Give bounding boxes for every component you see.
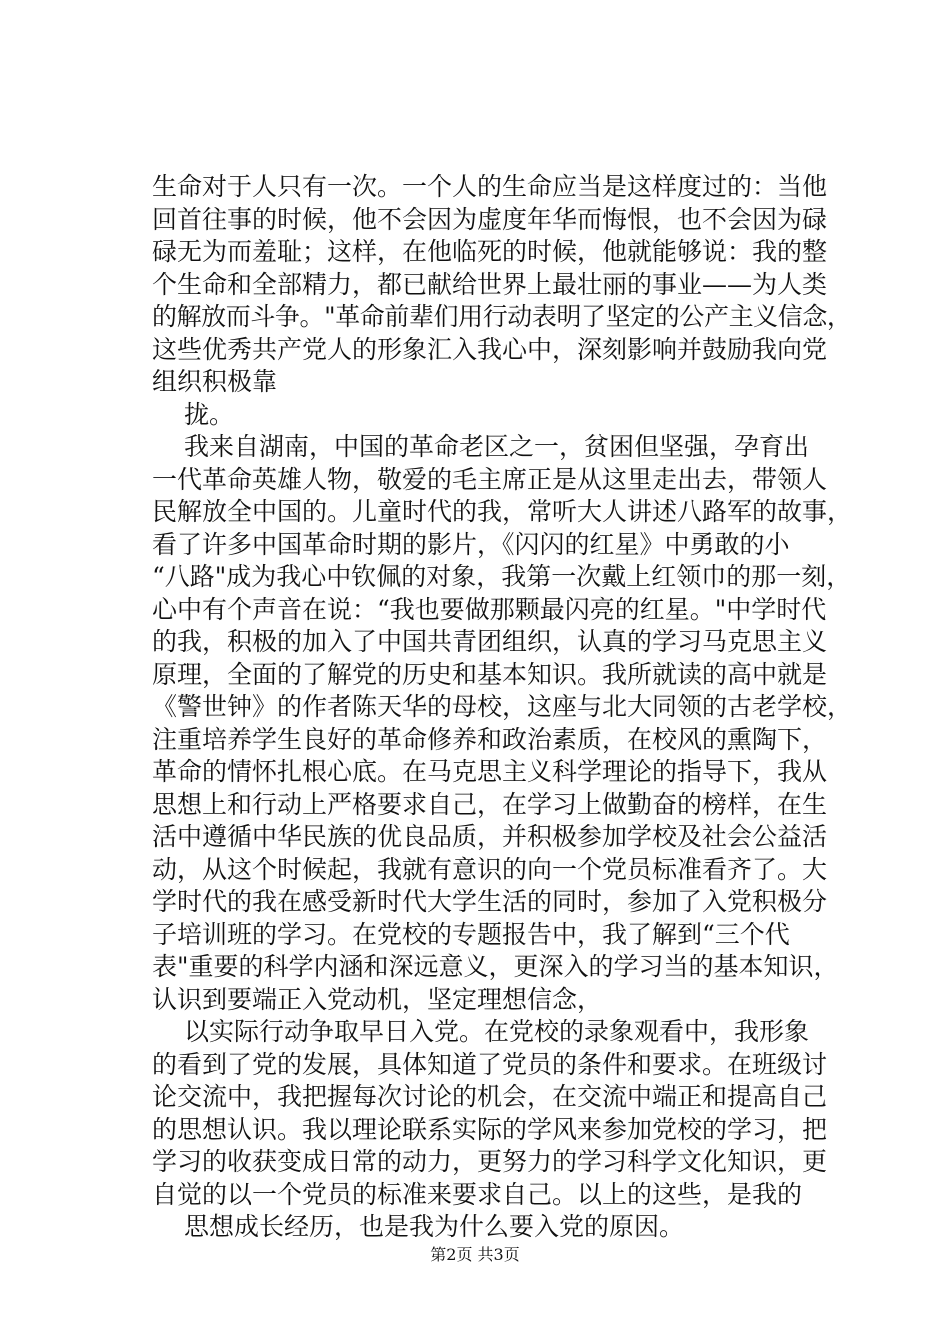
text-line: 民解放全中国的。儿童时代的我，常听大人讲述八路军的故事， (152, 497, 853, 526)
text-line: 的看到了党的发展，具体知道了党员的条件和要求。在班级讨 (152, 1049, 828, 1079)
text-line: 学习的收获变成日常的动力，更努力的学习科学文化知识，更 (152, 1147, 828, 1176)
text-line: 动，从这个时候起，我就有意识的向一个党员标准看齐了。大 (152, 854, 828, 884)
text-line: 生命对于人只有一次。一个人的生命应当是这样度过的：当他 (152, 172, 828, 201)
text-line: 表"重要的科学内涵和深远意义，更深入的学习当的基本知识， (152, 952, 839, 981)
text-line: 一代革命英雄人物，敬爱的毛主席正是从这里走出去，带领人 (152, 464, 828, 494)
text-line: 回首往事的时候，他不会因为虚度年华而悔恨，也不会因为碌 (152, 204, 828, 234)
text-line: 的解放而斗争。"革命前辈们用行动表明了坚定的公产主义信念， (152, 302, 852, 331)
text-line: 子培训班的学习。在党校的专题报告中，我了解到“三个代 (152, 919, 790, 949)
text-line: 认识到要端正入党动机，坚定理想信念， (152, 984, 603, 1014)
text-line: 学时代的我在感受新时代大学生活的同时，参加了入党积极分 (152, 887, 828, 916)
text-line: 看了许多中国革命时期的影片，《闪闪的红星》中勇敢的小 (152, 529, 790, 559)
text-line: 心中有个声音在说：“我也要做那颗最闪亮的红星。"中学时代 (152, 594, 827, 624)
text-line: 革命的情怀扎根心底。在马克思主义科学理论的指导下，我从 (152, 757, 828, 786)
text-line: 思想上和行动上严格要求自己，在学习上做勤奋的榜样，在生 (152, 789, 828, 819)
text-line: 组织积极靠 (152, 367, 278, 396)
text-line: “八路"成为我心中钦佩的对象，我第一次戴上红领巾的那一刻， (152, 562, 852, 591)
text-line: 的思想认识。我以理论联系实际的学风来参加党校的学习，把 (152, 1114, 828, 1144)
document-body (152, 171, 852, 1244)
page-footer: 第2页 共3页 (430, 1245, 520, 1264)
text-line: 原理，全面的了解党的历史和基本知识。我所就读的高中就是 (152, 659, 828, 689)
text-line: 论交流中，我把握每次讨论的机会，在交流中端正和提高自己 (152, 1082, 828, 1111)
text-line: 个生命和全部精力，都已献给世界上最壮丽的事业——为人类 (152, 269, 828, 299)
text-line: 《警世钟》的作者陈天华的母校，这座与北大同领的古老学校， (152, 692, 853, 721)
text-line: 注重培养学生良好的革命修养和政治素质，在校风的熏陶下， (152, 724, 828, 754)
text-line: 活中遵循中华民族的优良品质，并积极参加学校及社会公益活 (152, 822, 828, 851)
text-line: 自觉的以一个党员的标准来要求自己。以上的这些，是我的 (152, 1179, 803, 1209)
text-line: 以实际行动争取早日入党。在党校的录象观看中，我形象 (184, 1017, 810, 1046)
text-line: 思想成长经历，也是我为什么要入党的原因。 (184, 1212, 685, 1241)
text-line: 拢。 (184, 399, 235, 429)
text-line: 的我，积极的加入了中国共青团组织，认真的学习马克思主义 (152, 627, 828, 656)
text-line: 这些优秀共产党人的形象汇入我心中，深刻影响并鼓励我向党 (152, 334, 828, 364)
text-line: 碌无为而羞耻；这样，在他临死的时候，他就能够说：我的整 (152, 237, 828, 266)
text-line: 我来自湖南，中国的革命老区之一，贫困但坚强，孕育出 (184, 432, 810, 461)
